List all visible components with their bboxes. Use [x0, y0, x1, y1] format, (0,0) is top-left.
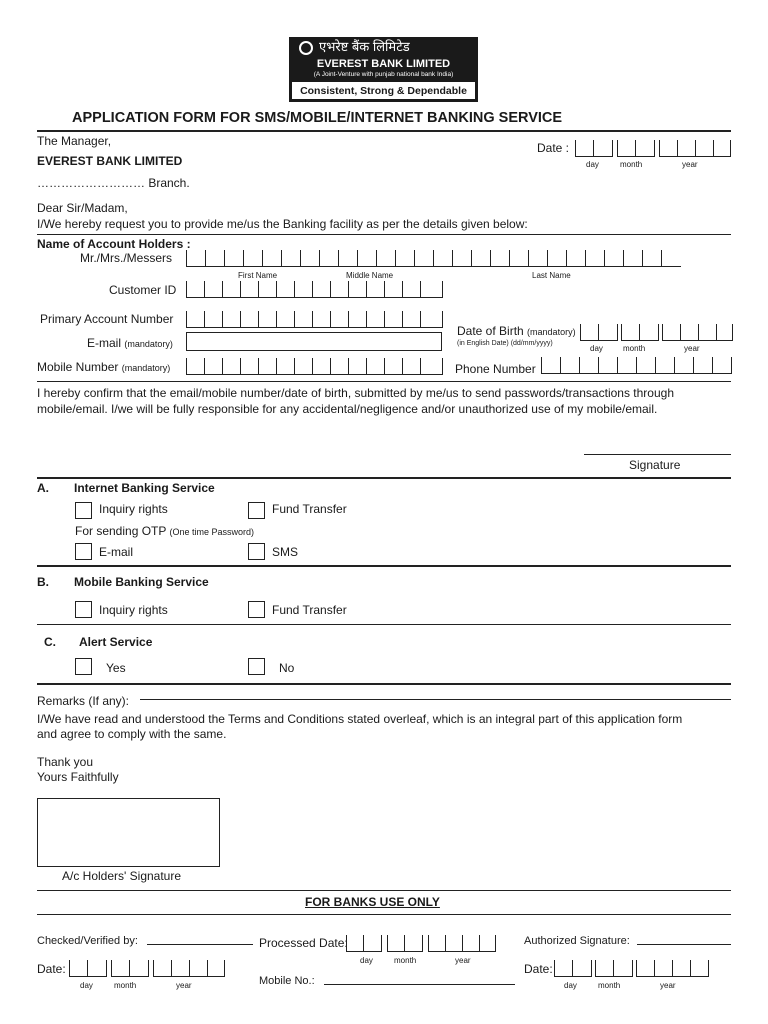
date-year: year	[682, 160, 698, 169]
processed-month: month	[394, 956, 417, 965]
internet-fund-label: Fund Transfer	[272, 502, 347, 516]
bank-date-day: day	[80, 981, 93, 990]
holders-heading: Name of Account Holders :	[37, 237, 191, 251]
section-b-title: Mobile Banking Service	[74, 575, 209, 589]
processed-day: day	[360, 956, 373, 965]
checked-line[interactable]	[147, 944, 253, 945]
customer-id-label: Customer ID	[109, 283, 177, 297]
primary-account-label: Primary Account Number	[40, 312, 174, 326]
dob-month: month	[623, 344, 646, 353]
checked-label: Checked/Verified by:	[37, 935, 138, 947]
bank-date-month: month	[114, 981, 137, 990]
logo-tagline: Consistent, Strong & Dependable	[300, 85, 467, 97]
request-text: I/We hereby request you to provide me/us the Banking facility as per the details given below:	[37, 217, 528, 231]
bank-logo	[289, 37, 478, 102]
alert-yes-checkbox[interactable]	[75, 658, 92, 675]
internet-inquiry-checkbox[interactable]	[75, 502, 92, 519]
internet-inquiry-label: Inquiry rights	[99, 502, 168, 516]
mobile-inquiry-checkbox[interactable]	[75, 601, 92, 618]
otp-sms-checkbox[interactable]	[248, 543, 265, 560]
alert-no-label: No	[279, 661, 295, 675]
confirm-line-2: mobile/email. I/we will be fully responsible for any accidental/negligence and/or unauthorized use of my mobile/email.	[37, 402, 658, 416]
section-c-title: Alert Service	[79, 635, 153, 649]
otp-label: For sending OTP (One time Password)	[75, 524, 255, 538]
processed-label: Processed Date:	[259, 936, 348, 950]
otp-sms-label: SMS	[272, 545, 299, 559]
mobile-inquiry-label: Inquiry rights	[99, 603, 168, 617]
remarks-label: Remarks (If any):	[37, 694, 130, 708]
mobile-fund-checkbox[interactable]	[248, 601, 265, 618]
first-name-label: First Name	[238, 271, 278, 280]
email-field[interactable]	[186, 332, 442, 351]
auth-date-year: year	[660, 981, 676, 990]
yours-faithfully: Yours Faithfully	[37, 770, 119, 784]
confirm-line-1: I hereby confirm that the email/mobile number/date of birth, submitted by me/us to send passwords/transactions through	[37, 386, 674, 400]
last-name-label: Last Name	[532, 271, 571, 280]
logo-hindi: एभरेष्ट बैंक लिमिटेड	[319, 39, 410, 54]
terms-line-2: and agree to comply with the same.	[37, 727, 227, 741]
dob-year: year	[684, 344, 700, 353]
auth-date-month: month	[598, 981, 621, 990]
logo-emblem-icon	[299, 41, 313, 55]
logo-venture: (A Joint-Venture with punjab national bank India)	[313, 71, 454, 78]
remarks-line[interactable]	[140, 699, 731, 700]
mobile-label: Mobile Number (mandatory)	[37, 360, 171, 374]
date-month: month	[620, 160, 643, 169]
terms-line-1: I/We have read and understood the Terms and Conditions stated overleaf, which is an integral part of this application form	[37, 712, 683, 726]
otp-email-label: E-mail	[99, 545, 134, 559]
logo-name: EVEREST BANK LIMITED	[316, 58, 451, 70]
alert-no-checkbox[interactable]	[248, 658, 265, 675]
branch-line[interactable]: ……………………… Branch.	[37, 176, 190, 190]
date-day: day	[586, 160, 599, 169]
form-title: APPLICATION FORM FOR SMS/MOBILE/INTERNET BANKING SERVICE	[72, 110, 563, 126]
holder-signature-box[interactable]	[37, 798, 220, 867]
authorized-line[interactable]	[637, 944, 731, 945]
auth-date-day: day	[564, 981, 577, 990]
dob-label: Date of Birth (mandatory)	[457, 324, 576, 338]
section-b-letter: B.	[37, 575, 49, 589]
alert-yes-label: Yes	[106, 661, 126, 675]
section-a-letter: A.	[37, 481, 49, 495]
bank-date-year: year	[176, 981, 192, 990]
middle-name-label: Middle Name	[346, 271, 394, 280]
section-a-title: Internet Banking Service	[74, 481, 215, 495]
mobile-no-label: Mobile No.:	[259, 975, 315, 987]
dob-note: (in English Date) (dd/mm/yyyy)	[457, 340, 553, 347]
bank-date-label: Date:	[37, 962, 66, 976]
mobile-no-line[interactable]	[324, 984, 515, 985]
signature-line[interactable]	[584, 454, 731, 455]
processed-year: year	[455, 956, 471, 965]
bank-use-title: FOR BANKS USE ONLY	[305, 895, 440, 909]
mobile-fund-label: Fund Transfer	[272, 603, 347, 617]
holder-signature-label: A/c Holders' Signature	[62, 869, 182, 883]
auth-date-label: Date:	[524, 962, 553, 976]
phone-label: Phone Number	[455, 362, 536, 376]
salutation: Dear Sir/Madam,	[37, 201, 128, 215]
date-label: Date :	[537, 141, 570, 155]
dob-day: day	[590, 344, 603, 353]
thank-you: Thank you	[37, 755, 94, 769]
email-label: E-mail (mandatory)	[87, 336, 173, 350]
prefix-label: Mr./Mrs./Messers	[80, 251, 172, 265]
signature-label: Signature	[629, 458, 681, 472]
manager-label: The Manager,	[37, 134, 112, 148]
internet-fund-checkbox[interactable]	[248, 502, 265, 519]
authorized-label: Authorized Signature:	[524, 935, 630, 947]
section-c-letter: C.	[44, 635, 56, 649]
otp-email-checkbox[interactable]	[75, 543, 92, 560]
bank-name: EVEREST BANK LIMITED	[37, 154, 183, 168]
